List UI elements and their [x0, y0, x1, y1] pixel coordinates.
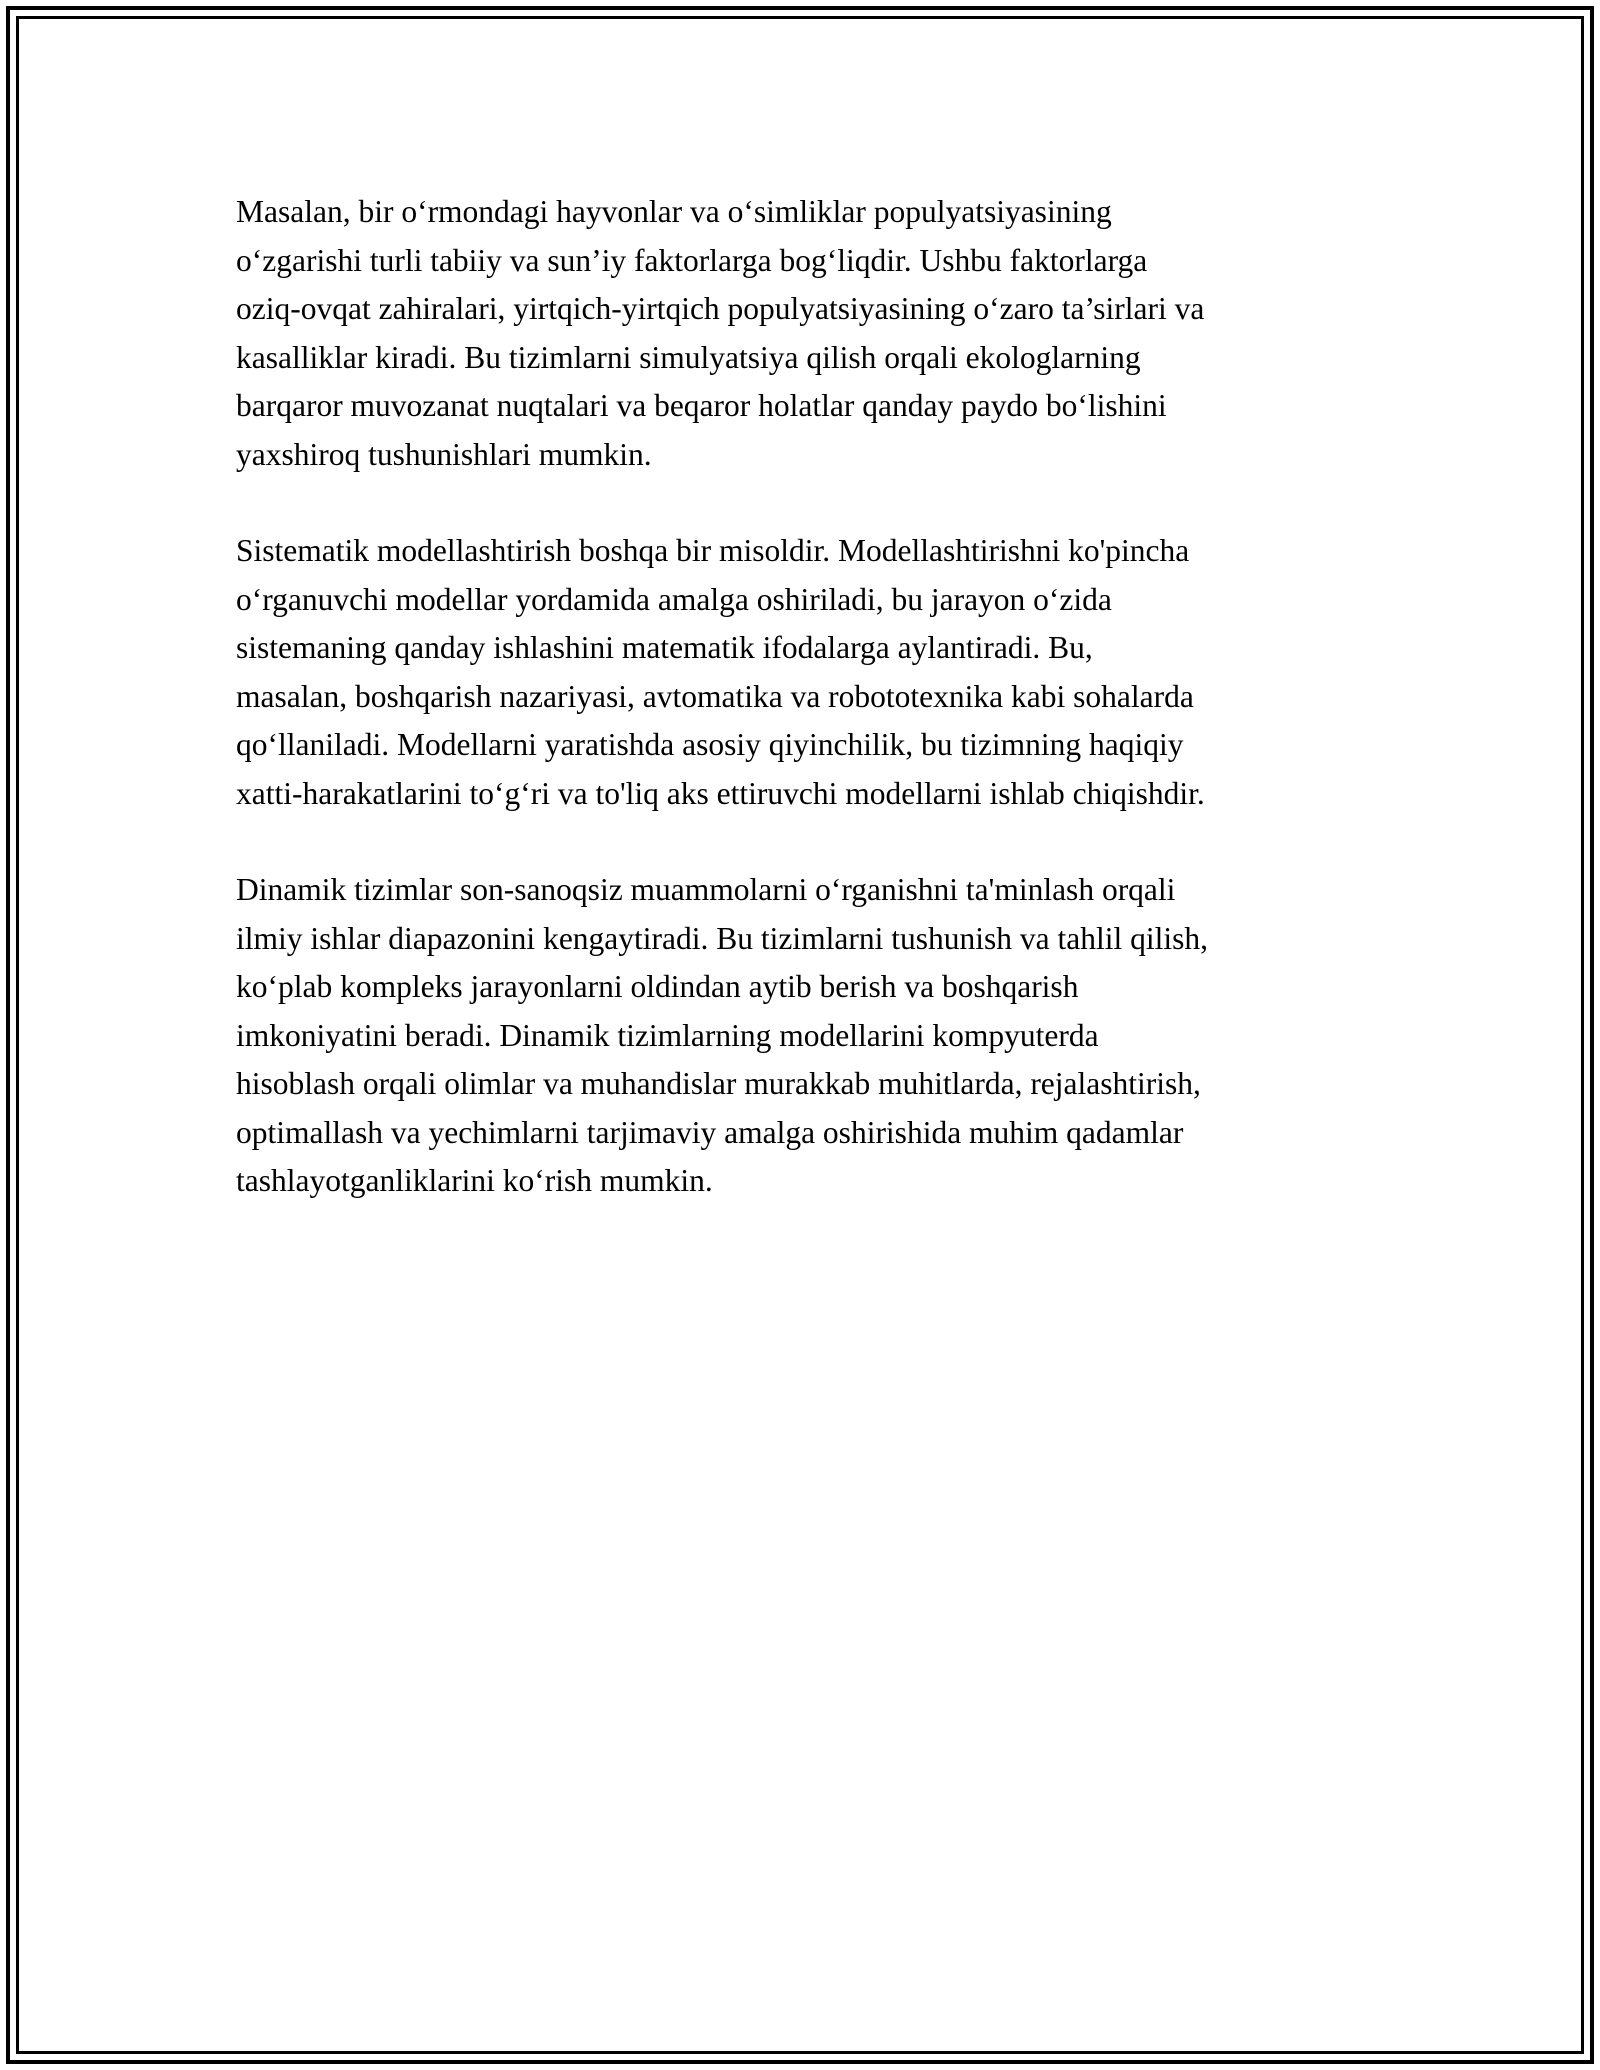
- text-line: o‘rganuvchi modellar yordamida amalga oshiriladi, bu jarayon o‘zida: [236, 581, 1112, 617]
- document-body: [236, 188, 1416, 1254]
- text-line: kasalliklar kiradi. Bu tizimlarni simulyatsiya qilish orqali ekologlarning: [236, 339, 1141, 375]
- text-line: tashlayotganliklarini ko‘rish mumkin.: [236, 1163, 713, 1198]
- text-line: xatti-harakatlarini to‘g‘ri va to'liq aks ettiruvchi modellarni ishlab chiqishdir.: [236, 775, 1205, 811]
- text-line: sistemaning qanday ishlashini matematik ifodalarga aylantiradi. Bu,: [236, 630, 1093, 665]
- text-line: yaxshiroq tushunishlari mumkin.: [236, 436, 652, 472]
- text-line: ilmiy ishlar diapazonini kengaytiradi. Bu tizimlarni tushunish va tahlil qilish,: [236, 920, 1208, 956]
- text-line: optimallash va yechimlarni tarjimaviy amalga oshirishida muhim qadamlar: [236, 1114, 1184, 1150]
- text-line: qo‘llaniladi. Modellarni yaratishda asosiy qiyinchilik, bu tizimning haqiqiy: [236, 727, 1184, 762]
- paragraph-1: [236, 188, 1416, 479]
- text-line: masalan, boshqarish nazariyasi, avtomatika va robototexnika kabi sohalarda: [236, 678, 1194, 714]
- text-line: oziq-ovqat zahiralari, yirtqich-yirtqich populyatsiyasining o‘zaro ta’sirlari va: [236, 291, 1205, 326]
- paragraph-3: [236, 866, 1416, 1206]
- text-line: Sistematik modellashtirish boshqa bir misoldir. Modellashtirishni ko'pincha: [236, 533, 1190, 568]
- text-line: barqaror muvozanat nuqtalari va beqaror holatlar qanday paydo bo‘lishini: [236, 388, 1167, 423]
- text-line: ko‘plab kompleks jarayonlarni oldindan aytib berish va boshqarish: [236, 969, 1079, 1004]
- text-line: o‘zgarishi turli tabiiy va sun’iy faktorlarga bog‘liqdir. Ushbu faktorlarga: [236, 242, 1148, 278]
- text-line: Dinamik tizimlar son-sanoqsiz muammolarni o‘rganishni ta'minlash orqali: [236, 872, 1176, 907]
- paragraph-2: [236, 527, 1416, 818]
- text-line: imkoniyatini beradi. Dinamik tizimlarning modellarini kompyuterda: [236, 1017, 1099, 1053]
- text-line: hisoblash orqali olimlar va muhandislar murakkab muhitlarda, rejalashtirish,: [236, 1066, 1201, 1101]
- text-line: Masalan, bir o‘rmondagi hayvonlar va o‘simliklar populyatsiyasining: [236, 194, 1112, 229]
